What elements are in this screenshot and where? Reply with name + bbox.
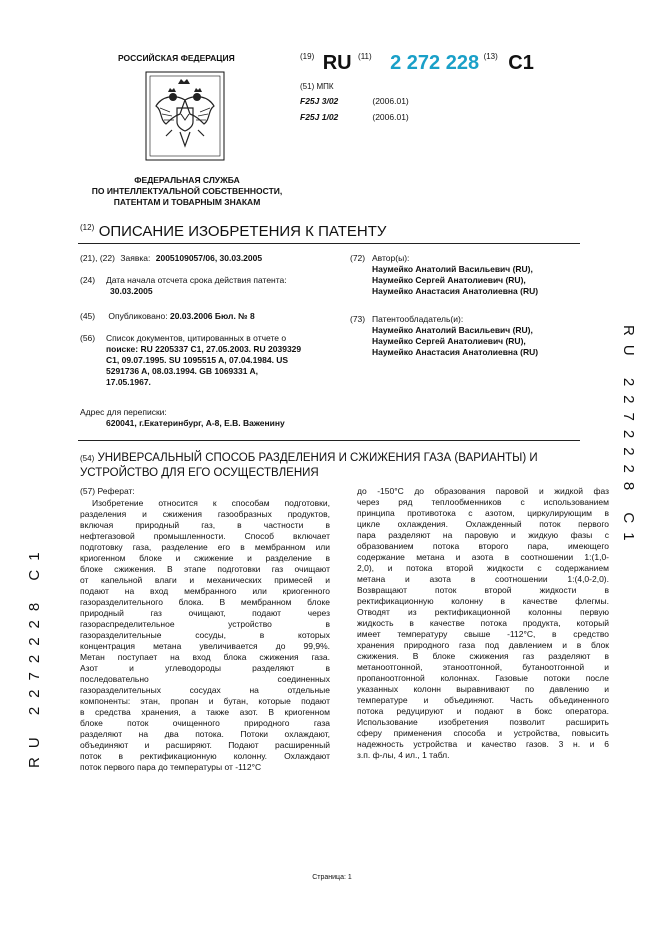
abstract-line: до -150°С до образования паровой и жидкой фаз [357, 486, 609, 496]
header-divider [78, 243, 580, 244]
side-code-right: RU 2272228 C1 [620, 325, 637, 550]
abstract-line: газоразделительного блока. В мембранном блоке [80, 597, 330, 607]
abstract-line: газоразделительные сосуды, в которых [80, 630, 330, 640]
abstract-line: надежность устройства и качество газов. 3 н. и 6 [357, 739, 609, 749]
document-type [80, 223, 386, 241]
abstract-line: метана и азота в соотношении 1:(4,0-2,0). [357, 574, 609, 584]
invention-title-line-1: УНИВЕРСАЛЬНЫЙ СПОСОБ РАЗДЕЛЕНИЯ И СЖИЖЕНИЯ ГАЗА (ВАРИАНТЫ) И [97, 452, 538, 464]
application-field: (21), (22) Заявка: 2005109057/06, 30.03.2005 [80, 253, 263, 263]
abstract-right-column [357, 486, 609, 761]
abstract-line: Возвращают поток второй жидкости в [357, 585, 609, 595]
abstract-line: потока редуцируют и подают в бокс оператора. [357, 706, 609, 716]
country-name: РОССИЙСКАЯ ФЕДЕРАЦИЯ [118, 53, 235, 63]
ipc-year-2: (2006.01) [372, 112, 409, 122]
kind-code: C1 [508, 52, 534, 74]
abstract-line: сферу применения способа и устройства, повысить [357, 728, 609, 738]
abstract-line: Использование изобретения позволит расширить [357, 717, 609, 727]
abstract-line: имеет температуру свыше -112°С, в средство [357, 629, 609, 639]
agency-line-2: ПО ИНТЕЛЛЕКТУАЛЬНОЙ СОБСТВЕННОСТИ, [91, 186, 283, 196]
abstract-line: включая природный газ, в частности в [80, 520, 330, 530]
code-19: (19) [300, 52, 315, 61]
abstract-line: от капельной влаги и механических примесей и [80, 575, 330, 585]
abstract-line: содержание метана и азота в соотношении 1:(1,0- [357, 552, 609, 562]
side-code-left: RU 2272228 C1 [26, 543, 43, 768]
abstract-line: природный газ очищают, подают через [80, 608, 330, 618]
abstract-line: пропаноотгонной колоннах. Газовые потоки после [357, 673, 609, 683]
abstract-label: (57) Реферат: [80, 486, 135, 496]
abstract-line: объединяют и расширяют. Подают расширенный [80, 740, 330, 750]
abstract-line: концентрация метана увеличивается до 99,9%. [80, 641, 330, 651]
abstract-line: образованием потока второго пара, имеющего [357, 541, 609, 551]
code-13: (13) [483, 52, 498, 61]
abstract-line: 2,0), и потока второй жидкости с содержанием [357, 563, 609, 573]
agency-line-3: ПАТЕНТАМ И ТОВАРНЫМ ЗНАКАМ [113, 197, 261, 207]
abstract-line: подают на вход мембранного или криогенного [80, 586, 330, 596]
patent-number: 2 272 228 [390, 52, 480, 74]
biblio-divider [78, 440, 580, 441]
page-footer: Страница: 1 [312, 874, 352, 881]
ipc-code-1: F25J 3/02 [300, 96, 339, 106]
invention-title: $^{(54)}$ УНИВЕРСАЛЬНЫЙ СПОСОБ РАЗДЕЛЕНИЯ И СЖИЖЕНИЯ ГАЗА (ВАРИАНТЫ) И УСТРОЙСТВО ДЛЯ ЕГО ОСУЩЕСТВЛЕНИЯ [80, 451, 580, 481]
abstract-line: поток первого пара до температуры от -112°С [80, 762, 262, 772]
abstract-line: ректификационную колонну в качестве флегмы. [357, 596, 609, 606]
abstract-line: через ряд теплообменников с использованием [357, 497, 609, 507]
abstract-line: газоразделительных сосудах на отдельные [80, 685, 330, 695]
cited-documents-field: (56) Список документов, цитированных в отчете о поиске: RU 2205337 C1, 27.05.2003. RU 2039329 C1, 09.07.1995. SU 1095515 A, 07.04.1984. US 5291736 A, 08.03.1994. GB 1069331 A, 17.05.1967. [80, 333, 302, 387]
abstract-line: Метан поступает на вход блока сжижения газа. [80, 652, 330, 662]
abstract-line: Изобретение относится к способам подготовки, [92, 498, 330, 508]
abstract-line: Азот и углеводороды разделяют в [80, 663, 330, 673]
invention-title-line-2: УСТРОЙСТВО ДЛЯ ЕГО ОСУЩЕСТВЛЕНИЯ [80, 467, 319, 479]
authors-field: (72) Автор(ы): Наумейко Анатолий Васильевич (RU), Наумейко Сергей Анатолиевич (RU), Наумейко Анастасия Анатолиевна (RU) [350, 253, 539, 296]
abstract-line: жидкость в качестве потока продукта, который [357, 618, 609, 628]
abstract-line: компоненты: этан, пропан и бутан, которые подают [80, 696, 330, 706]
abstract-line: разделения и сжижения газообразных продуктов, [80, 509, 330, 519]
abstract-line: блоке поток очищенного природного газа [80, 718, 330, 728]
abstract-line: Отводят из ректификационной колонны первую [357, 607, 609, 617]
abstract-line: метаноотгонной, этаноотгонной, бутаноотгонной и [357, 662, 609, 672]
abstract-line: принципа противотока с азотом, циркулирующим в [357, 508, 609, 518]
abstract-line: разделяют на два потока. Потоки охлаждают, [80, 729, 330, 739]
address-field: Адрес для переписки: 620041, г.Екатеринбург, А-8, Е.В. Важенину [80, 407, 285, 428]
abstract-line: блоке сжижения. В этапе подготовки газ очищают [80, 564, 330, 574]
owners-field: (73) Патентообладатель(и): Наумейко Анатолий Васильевич (RU), Наумейко Сергей Анатолиевич (RU), Наумейко Анастасия Анатолиевна (RU) [350, 314, 539, 357]
abstract-line: последовательно соединенных [80, 674, 330, 684]
abstract-line: поток в ректификационную колонну. Охлаждают [80, 751, 330, 761]
agency-block [72, 175, 302, 208]
published-field: (45) Опубликовано: 20.03.2006 Бюл. № 8 [80, 311, 255, 321]
coat-of-arms-emblem [140, 70, 230, 162]
abstract-line: газораспределительное устройство в [80, 619, 330, 629]
abstract-line: нефтегазовой промышленности. Способ включает [80, 531, 330, 541]
abstract-left-column [80, 498, 330, 773]
abstract-line: хранения природного газа под давлением и в блок [357, 640, 609, 650]
abstract-line: подготовку газа, разделение его в мембранном или [80, 542, 330, 552]
abstract-line: з.п. ф-лы, 4 ил., 1 табл. [357, 750, 450, 760]
abstract-line: цикле охлаждения. Охлажденный поток первого [357, 519, 609, 529]
code-12: (12) [80, 223, 95, 232]
ipc-code-2: F25J 1/02 [300, 112, 339, 122]
code-11: (11) [358, 52, 372, 61]
abstract-line: температуре и объединяют. Часть объединенного [357, 695, 609, 705]
document-title: ОПИСАНИЕ ИЗОБРЕТЕНИЯ К ПАТЕНТУ [98, 223, 387, 240]
ipc-label: (51) МПК [300, 82, 334, 91]
start-date-field: (24) Дата начала отсчета срока действия патента: 30.03.2005 [80, 275, 287, 296]
ipc-row-2 [300, 112, 409, 123]
abstract-line: в средства хранения, а также азот. В криогенном [80, 707, 330, 717]
agency-line-1: ФЕДЕРАЛЬНАЯ СЛУЖБА [134, 175, 240, 185]
ipc-year-1: (2006.01) [372, 96, 409, 106]
abstract-line: сжижения. В блоке сжижения газ разделяют в [357, 651, 609, 661]
country-code: RU [322, 52, 352, 74]
ipc-row-1 [300, 96, 409, 107]
patent-number-line [300, 52, 534, 75]
abstract-line: пара разделяют на паровую и жидкую фазы с [357, 530, 609, 540]
abstract-line: указанных колонн выравнивают по давлению и [357, 684, 609, 694]
abstract-line: криогенном блоке и сжижение и разделение в [80, 553, 330, 563]
